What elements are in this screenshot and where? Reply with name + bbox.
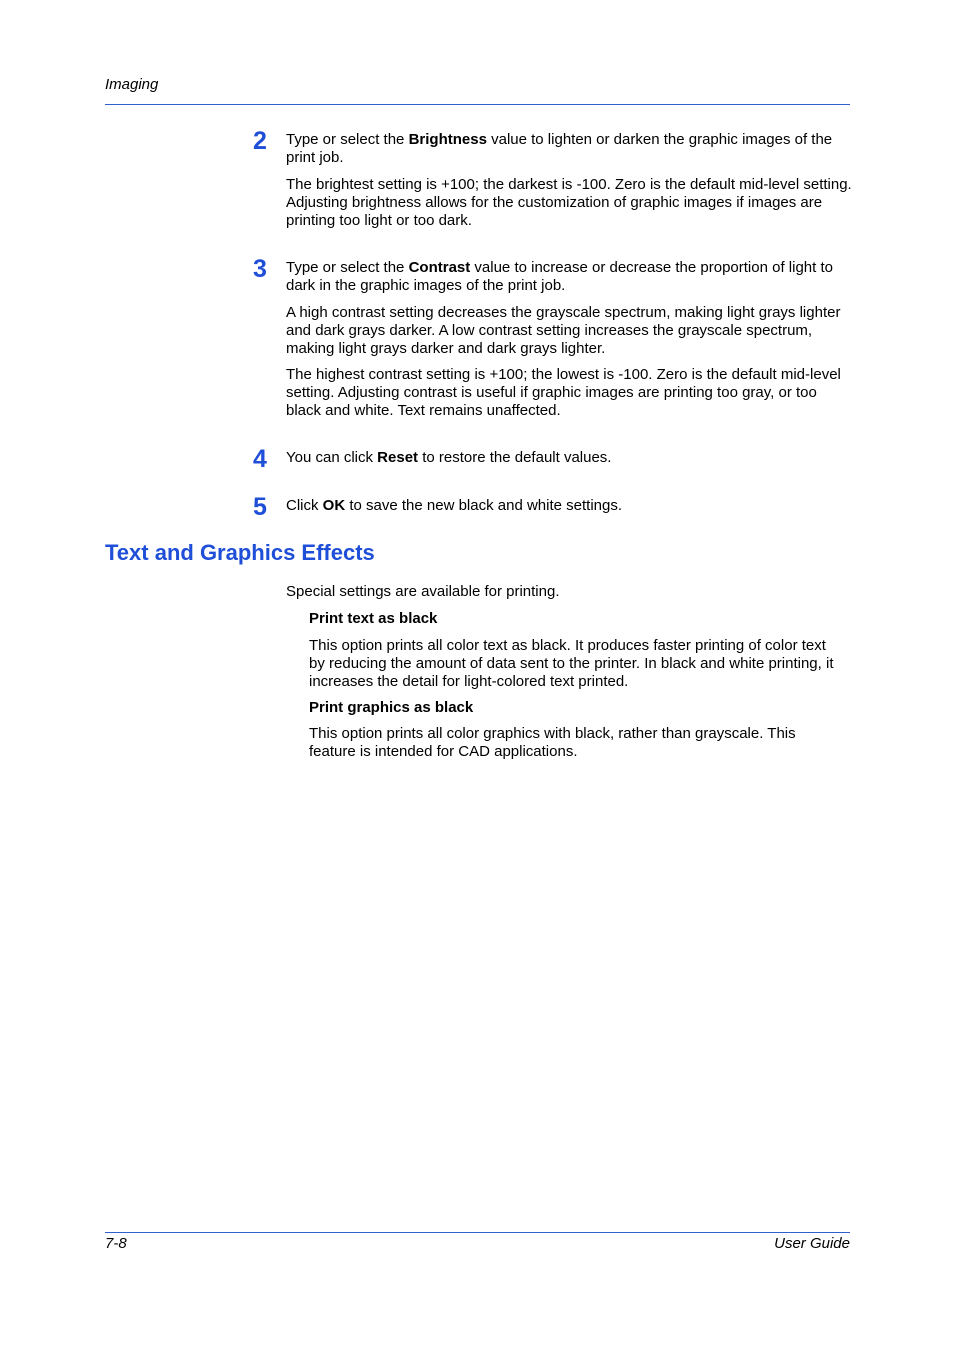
option-description-graphics-black: This option prints all color graphics with black, rather than grayscale. This feature is intended for CAD applications. — [309, 725, 796, 760]
step-instruction: You can click Reset to restore the default values. — [286, 449, 612, 466]
footer-title: User Guide — [774, 1235, 850, 1252]
step-instruction: Type or select the Brightness value to lighten or darken the graphic images of the print job. — [286, 131, 833, 166]
step-number: 5 — [253, 493, 267, 521]
step-instruction: Type or select the Contrast value to increase or decrease the proportion of light to dark in the graphic images of the print job. — [286, 259, 833, 294]
step-detail: The highest contrast setting is +100; the lowest is -100. Zero is the default mid-level setting. Adjusting contrast is useful if graphic images are printing too gray, or too black and white. Text remains unaffected. — [286, 366, 841, 419]
page-number: 7-8 — [105, 1235, 127, 1252]
footer-rule — [105, 1232, 850, 1233]
section-heading: Text and Graphics Effects — [105, 540, 375, 565]
step-number: 3 — [253, 255, 267, 283]
step-number: 4 — [253, 445, 267, 473]
section-intro: Special settings are available for printing. — [286, 583, 560, 600]
step-instruction: Click OK to save the new black and white settings. — [286, 497, 622, 514]
step-number: 2 — [253, 127, 267, 155]
option-title-text-black: Print text as black — [309, 610, 438, 627]
step-detail: A high contrast setting decreases the grayscale spectrum, making light grays lighter and dark grays darker. A low contrast setting increases the grayscale spectrum, making light grays darker and dark grays lighter. — [286, 304, 841, 357]
option-title-graphics-black: Print graphics as black — [309, 699, 474, 716]
option-description-text-black: This option prints all color text as black. It produces faster printing of color text by reducing the amount of data sent to the printer. In black and white printing, it increases the detail for light-colored text printed. — [309, 637, 834, 690]
step-detail: The brightest setting is +100; the darkest is -100. Zero is the default mid-level setting. Adjusting brightness allows for the customization of graphic images if images are printing too light or too dark. — [286, 176, 852, 229]
header-section-title: Imaging — [105, 76, 159, 93]
header-rule — [105, 104, 850, 105]
